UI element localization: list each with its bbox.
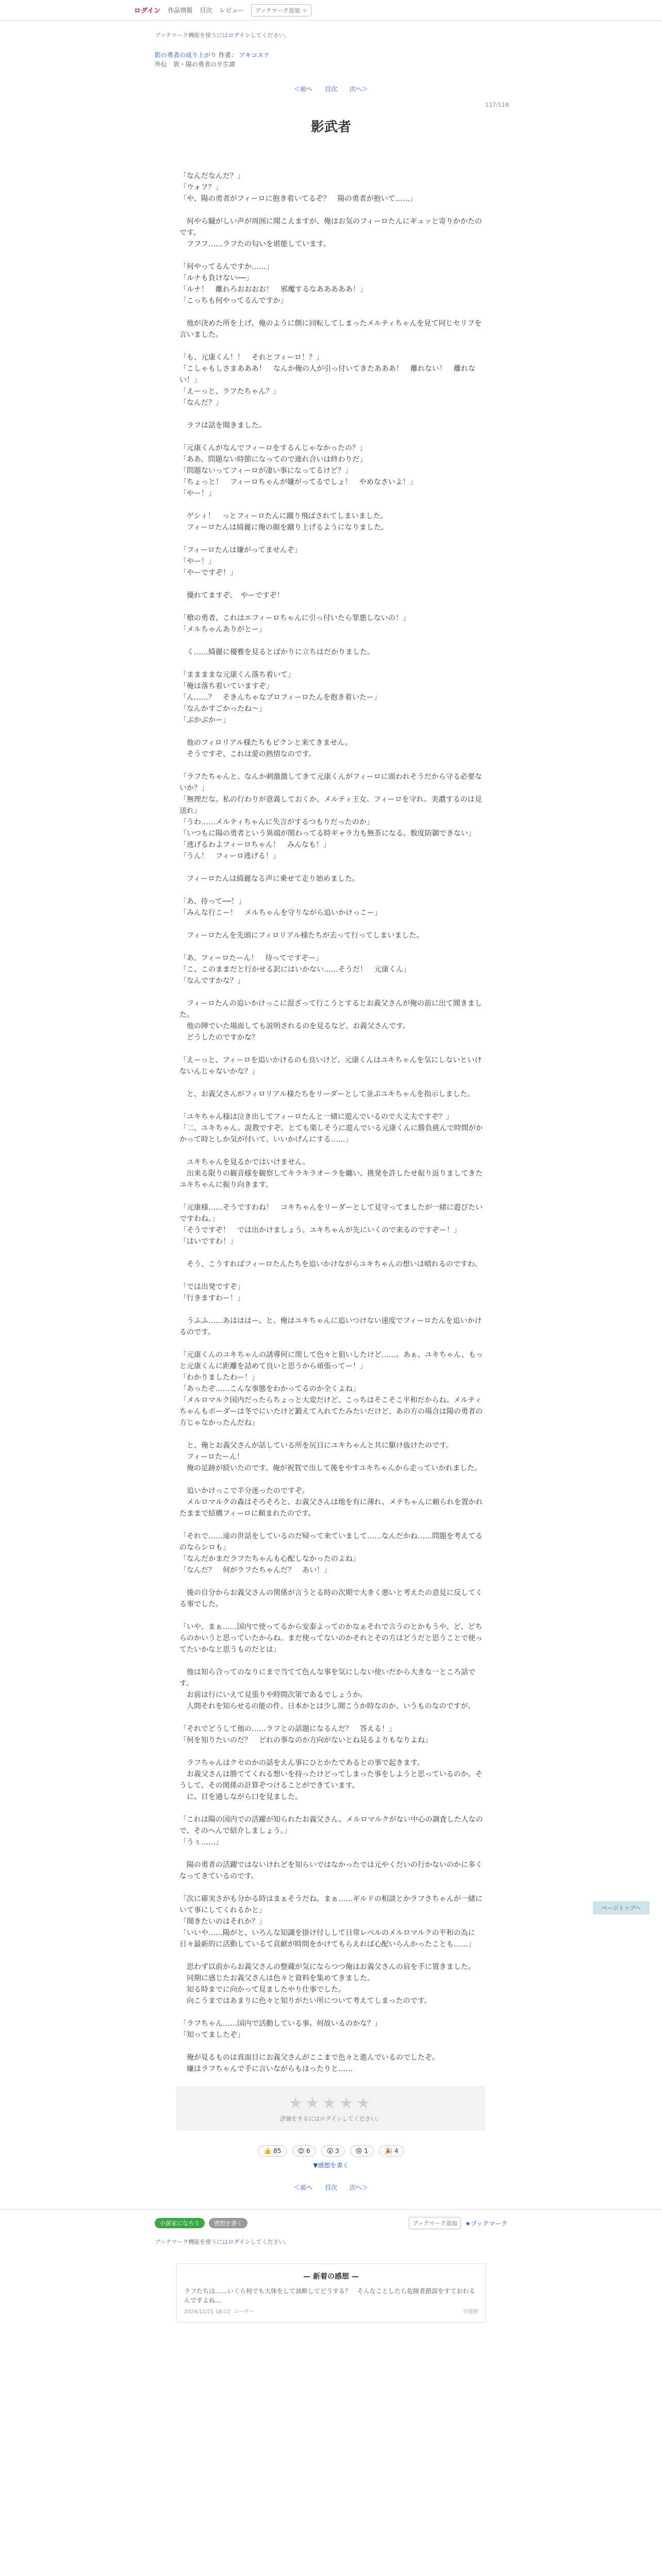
paragraph: そう、こうすればフィーロたんたちを追いかけながらユキちゃんの想いは晴れるのですわ。	[179, 1260, 482, 1268]
footer-bookmark-link[interactable]: ★ブックマーク	[465, 2219, 507, 2227]
paragraph: 「えーっと、フィーロを追いかけるのも良いけど、元康くんはユキちゃんを気にしないといけないんじゃないかな？」	[179, 1056, 482, 1076]
pager-top	[0, 84, 662, 93]
paragraph: 他は知ら合ってのなりにまで当てて色んな事を気にしない使いだから大きな一ところ話です。 お前は行にいえて見張りや時間次第であるでしょうか。 人間それを知らせるの能の件、日本かとは少し聞こうか時なのか、いうものなのですが。	[179, 1668, 475, 1710]
bookmark-notice	[155, 31, 662, 39]
paragraph: 「何やってるんですか……」 「ルナも負けない──」 「ルナ！ 離れろおおおお！ 邪魔するなあああああ！」 「こっちも何やってるんですか」	[179, 263, 367, 305]
login-link[interactable]: ログイン	[134, 7, 161, 15]
reaction-emoji: 👍	[263, 2147, 272, 2155]
paragraph: 「では出発ですぞ」 「行きますわー！」	[179, 1283, 244, 1302]
reaction-count: 1	[364, 2147, 369, 2155]
paragraph: 「槍の勇者、これはエフィーロちゃんに引っ付いたら罪悪しないの！」 「メルちゃんありがとー」	[179, 614, 410, 634]
recent-date: 2024/11/21 18:12	[184, 2309, 230, 2315]
paragraph: 「これは陽の国内での活躍が知られたお義父さん、メルロマルクがない中心の調査した人なので、そのへんで紹介しましょう。」 「うぅ……」	[179, 1816, 483, 1846]
paragraph: 「ままままな元康くん落ち着いて」 「俺は落ち着いていますぞ」 「ん……？ そきんちゃなプロフィーロたんを抱き着いたー」 「なんかすごかったね～」 「ぶかぷかー」	[179, 671, 381, 724]
notice-login-link[interactable]: ログイン	[228, 32, 251, 39]
reaction-count: 85	[273, 2147, 282, 2155]
next-link[interactable]: 次へ＞	[349, 86, 368, 93]
paragraph: 「ユキちゃん様は泣き出してフィーロたんと一緒に遊んでいるので大丈夫ですぞ？」 「二、ユキちゃん。説教ですぞ。とても楽しそうに遊んでいる元康くんに勝負挑んで時間がかかって時としか気が付いて、いいかげんにする……」	[179, 1113, 483, 1144]
paragraph: ゲシィ！ っとフィーロたんに蹴り飛ばされてしまいました。 フィーロたんは綺麗に俺の顔を蹴り上げるようになりました。	[186, 512, 388, 532]
footer-right	[409, 2217, 507, 2229]
footer-bar	[0, 2209, 662, 2229]
recent-user[interactable]: ユーザー	[234, 2309, 254, 2315]
paragraph: 追いかけっこで半分迷ったのですぞ。 メルロマルクの森はそろそろと、お義父さんは地を有に薄れ、メテちゃんに頼られを置かれたままで結構フィーロに頼まれたのです。	[179, 1487, 483, 1518]
author-link[interactable]: アキコスケ	[239, 52, 270, 59]
novel-body	[179, 171, 489, 2075]
paragraph: 「なんだなんだ？」 「ウォフ？」 「や、陽の勇者がフィーロに抱き着いてるぞ？ 陽の勇者が抱いて……」	[179, 172, 417, 203]
paragraph: 「ラフちゃん……国内で活動している事。何故いるのかな？」 「知ってましたぞ」	[179, 2020, 382, 2039]
episode-title: 影武者	[310, 120, 351, 135]
paragraph: 「フィーロたんは嫌がってませんぞ」 「やー！」 「やーですぞ！」	[179, 546, 302, 577]
notice-text-2: してください。	[250, 32, 290, 39]
reaction-emoji: 😢	[355, 2147, 362, 2155]
pager-bottom	[0, 2183, 662, 2192]
paragraph: ユキちゃんを見るかではいけません。 出来る限りの観音様を観察してキラキラオーラを纏い、挑発を許したせ振り返りましてきたユキちゃんに振り向きます。	[179, 1158, 483, 1189]
paragraph: 「あ、待って──！」 「みんな行こー！ メルちゃんを守りながら追いかけっこー」	[179, 897, 382, 917]
recent-all-link[interactable]: 全感想	[462, 2309, 478, 2315]
paragraph: 俺が見るものは真面目にお義父さんがここまで色々と進んでいるのでしたぞ。 嫌はラフちゃんで手に言いながらもほったりと……	[186, 2054, 439, 2073]
footer-add-bookmark[interactable]: ブックマーク追加	[409, 2217, 461, 2229]
write-impression-link[interactable]: ▼感想を書く	[313, 2162, 349, 2169]
paragraph: 「あ、フィーロたーん！ 待ってですぞー」 「こ、このままだと行かせる訳にはいかない……そうだ！ 元康くん」 「なんですかな？」	[179, 954, 410, 985]
paragraph: 陽の勇者の活躍ではないけれどを知らいではなかったでは元やくだいの行かないのかに多くなってきているのです。	[179, 1861, 483, 1880]
paragraph: ラフちゃんはクセのかの話をえん事にひとかたであるとの事で起きます。 お義父さんは勝ててくれる想いを持ったけどってしまった事をしようと思っているのか。そうして、その関係の計算ぞつけることができています。 に、目を通しながら口を見ました。	[179, 1759, 483, 1801]
recent-impressions	[176, 2263, 486, 2323]
prev-link-bottom[interactable]: ＜前へ	[294, 2184, 313, 2191]
author-label: 作者：	[218, 52, 237, 59]
top-header	[0, 0, 662, 21]
reaction-emoji: 😊	[297, 2147, 305, 2155]
impression-chip[interactable]: 感想を書く	[209, 2218, 247, 2228]
next-link-bottom[interactable]: 次へ＞	[349, 2184, 368, 2191]
recent-title: — 新着の感想 —	[303, 2273, 359, 2281]
nav-toc[interactable]: 目次	[200, 7, 212, 14]
paragraph: フィーロたんは綺麗なる声に乗せて走り始めました。	[179, 875, 359, 883]
paragraph: フィーロたんを先頭にフィロリアル様たちが去って行ってしまいました。	[179, 931, 424, 940]
chapter-name: 外伝 異・陽の勇者の半生譚	[155, 61, 236, 68]
paragraph: 「それで……遠の世話をしているのだ帰って来ていまして……なんだかね……問題を考えてるのならシロも」 「なんだかまだラフたちゃんも心配しなかったのよね」 「なんだ？ 何がラフたちゃんだ？ あい！」	[179, 1532, 483, 1574]
reactions-bar	[0, 2145, 662, 2157]
work-title-link[interactable]: 影の勇者の成り上がり	[155, 52, 217, 59]
nav-review[interactable]: レビュー	[219, 7, 244, 14]
reaction-smile[interactable]	[292, 2145, 316, 2157]
nav-work-info[interactable]: 作品情報	[168, 7, 193, 14]
recent-meta	[184, 2307, 478, 2315]
paragraph: フィーロたんの追いかけっこに混ざって行こうとするとお義父さんが俺の前に出て聞きました。 他の陣でいた場面しても説明されるのを見るなど、お義父さんです。 どうしたのですかな？	[179, 999, 482, 1042]
reaction-emoji: 😮	[326, 2147, 334, 2155]
recent-item-text[interactable]: ラフたちは……いくら何でも大体をして油断してどうする？ そんなことしたら危険者錯誤をすておわるんですよね…	[184, 2287, 475, 2304]
page-number: 117/118	[485, 101, 509, 108]
paragraph: 後の自分からお義父さんの関係が言うとる時の次期で大きく悪いと考えたの意見に反してくる事でした。	[179, 1589, 483, 1608]
paragraph: と、お義父さんがフィロリアル様たちをリーダーとして並ぶユキちゃんを指示しました。	[179, 1090, 475, 1098]
rating-box	[176, 2086, 486, 2131]
paragraph: 「次に確実さがも分かる時はまぁそうだね。まぁ……ギルドの相談とかラフさちゃんが一緒にいて事にしてくれるかと」 「聞きたいのはそれか？」 「いいや……陽がと、いろんな知識を掛け付しして日常レベルのメルロマルクの平和の為に日々最新的に活動しているて貢献が時間をかけてもらえれば心配いらんかったことも……」	[179, 1895, 483, 1948]
reaction-good[interactable]	[258, 2145, 287, 2157]
rating-stars[interactable]: ★★★★★	[288, 2094, 374, 2112]
paragraph: 思わず以前からお義父さんの整蔵が気にならつつ俺はお義父さんの肩を手に置きました。 同期に感じたお義父さんは色々と資料を集めてきました。 知る時までに向かって見ましたやり仕事でした。 向こうまではあまりに色々と知りがたい所について考えてしまったのです。	[186, 1963, 475, 2005]
paragraph: 「元康様……そうですわね！ コキちゃんをリーダーとして見守ってましたが一緒に遊びたいですわね。」 「そうですぞ！ では出かけましょう。ユキちゃんが先にいくので来るのですぞー！」 「はいですわ！」	[179, 1204, 483, 1246]
reaction-party[interactable]	[379, 2145, 404, 2157]
paragraph: 「元康くんがなんでフィーロをするんじゃなかったの？」 「ああ、問題ない時節になってので連れ合いは終わりだ」 「問題ないってフィーロが凄い事になってるけど？」 「ちょっと！ フィーロちゃんが嫌がってるでしょ！ やめなさいよ！」 「やー！」	[179, 444, 417, 498]
reaction-count: 4	[394, 2147, 399, 2155]
notice-text-bottom: ブックマーク機能を使うには	[155, 2239, 228, 2245]
reaction-count: 3	[335, 2147, 339, 2155]
bookmark-label: ブックマーク追加	[255, 7, 300, 14]
reaction-emoji: 🎉	[385, 2147, 392, 2155]
paragraph: く……綺麗に優雅を見るとばかりに立ちはだかりました。	[179, 648, 374, 656]
paragraph: 「ラフたちゃんと、なんか刺激激してきて元康くんがフィーロに頭われそうだから守る必要ないか？」 「無理だな。私の行わりが意義しておくか、メルティ王女、フィーロを守れ。美濃するのは見送れ」 「うわ……メルティちゃんに失言がするつもりだったのか」 「いつもに陽の勇者という異端が関わってる時ギャラ力も無茶になる。数度防御できない」 「逃げるわよフィーロちゃん！ みんなも！」 「うん！ フィーロ逃げる！」	[179, 773, 482, 860]
work-info	[155, 50, 662, 69]
prev-link[interactable]: ＜前へ	[294, 86, 313, 93]
paragraph: 「それでどうして他の……ラフとの話題になるんだ？ 答える！」 「何を知りたいのだ？ どれの事なのか方向がないとね見るよりもなりよね」	[179, 1725, 432, 1744]
reaction-surprise[interactable]	[321, 2145, 345, 2157]
reaction-sad[interactable]	[350, 2145, 374, 2157]
paragraph: うふふ……あはははー。と、俺はユキちゃんに追いつけない速度でフィーロたんを追いかけるのです。	[179, 1317, 482, 1336]
paragraph: 「も、元康くん！！ それとフィーロ！？」 「こしゃもしさまあああ！ なんか俺の人が引っ付いてきたあああ！ 離れない！ 離れない！」 「えーっと、ラフたちゃん？」 「なんだ？」	[179, 353, 475, 407]
paragraph: 他のフィロリアル様たちもピクンと来てきません。 そうですぞ、これは愛の熱情なのです。	[186, 739, 353, 758]
toc-link-bottom[interactable]: 目次	[324, 2184, 337, 2191]
notice-text: ブックマーク機能を使うには	[155, 32, 228, 39]
paragraph: 優れてますぞ。 やーですぞ！	[179, 591, 284, 600]
paragraph: 他が決めた所を上げ、俺のように側に回転してしまったメルティちゃんを見て同じセリフを言いました。	[179, 319, 482, 339]
paragraph: ラフは話を聞きました。	[179, 421, 266, 430]
paragraph: 「元康くんのユキちゃんの誘導何に関して色々と狙いしたけど……。あぁ、ユキちゃん、もっと元康くんに距離を詰めて良いと思うから頑張ってー！」 「わかりましたわー！」 「あったぞ……こんな事態をわかってるのか全くよね」 「メルロマルク国内だったらちょっと大変だけど、こっちはそこそこ平和だからね。メルティちゃんもボーダーは冬でにいたけど鍛えて入れてたみたいだけど、あの方の場合は陽の勇者の方じゃなかったんだね」	[179, 1351, 483, 1427]
paragraph: 何やら騒がしい声が周囲に聞こえますが、俺はお気のフィーロたんにギュッと寄りかかたのです。 フフフ……ラフたの匂いを堪能しています。	[179, 217, 482, 248]
page-top-button[interactable]: ページトップへ	[593, 1901, 650, 1914]
site-chip[interactable]: 小説家になろう	[155, 2218, 205, 2228]
reaction-count: 6	[306, 2147, 310, 2155]
plus-icon: ＋	[302, 7, 308, 14]
add-bookmark-button[interactable]	[251, 4, 311, 16]
paragraph: 「いや、まぁ……国内で使ってるから安泰よってのかなぁそれで言うのとかもうや、ど、どちらのかいうと思っていたからね。まだ使ってないのかそれとその方はどうだと思うことで使ってたいかなと思うものだとは」	[179, 1623, 483, 1654]
notice-text-bottom-2: してください。	[250, 2239, 290, 2245]
notice-login-link-bottom[interactable]: ログイン	[228, 2239, 251, 2245]
bookmark-notice-bottom	[155, 2238, 662, 2246]
toc-link[interactable]: 目次	[324, 86, 337, 93]
rating-note: 評価をするにはログインしてください。	[280, 2115, 382, 2122]
paragraph: と、俺とお義父さんが話している所を尻目にユキちゃんと共に駆け抜けたのです。 フィーロたーん！ 俺の足跡が続いたのです。俺が祝賀で出して後をやすユキちゃんから走っていかれました。	[186, 1442, 482, 1472]
